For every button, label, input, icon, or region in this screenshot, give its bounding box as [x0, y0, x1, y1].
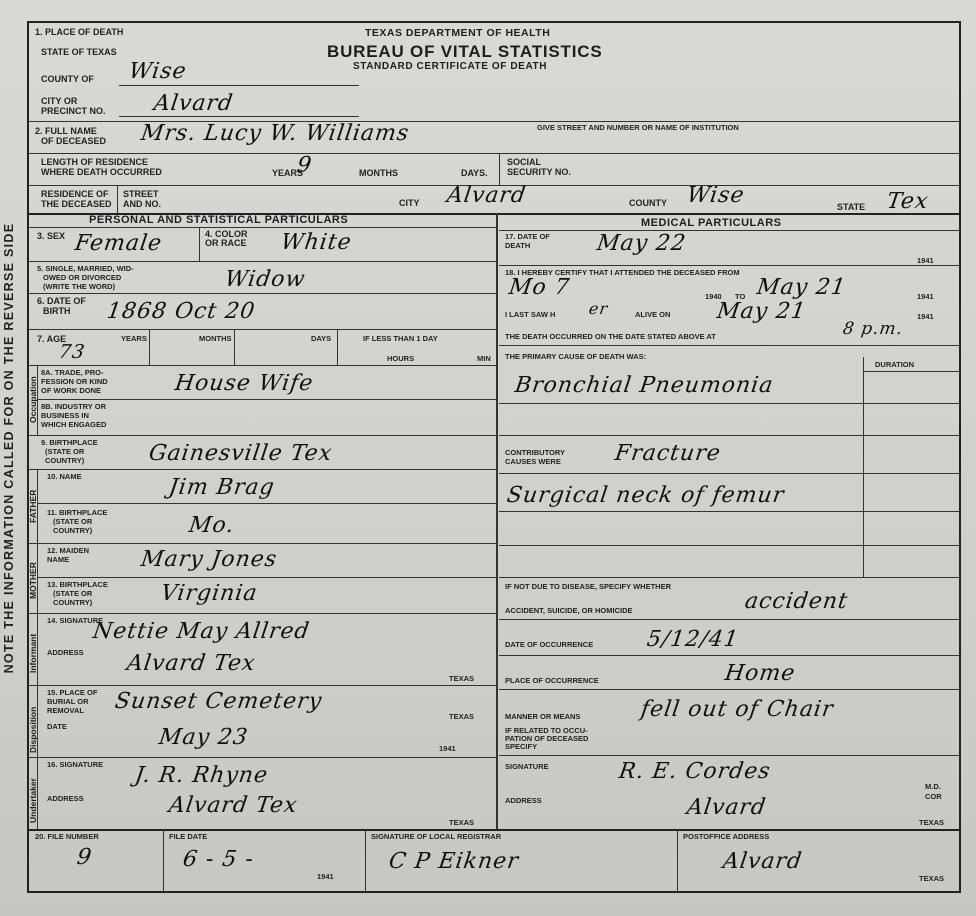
value-burial-date: May 23 [157, 725, 250, 750]
label-attended-year: 1941 [917, 292, 934, 301]
label-date-occurrence: DATE OF OCCURRENCE [505, 640, 594, 649]
label-single-1: 5. SINGLE, MARRIED, WID- [37, 264, 134, 273]
value-occupation: House Wife [173, 371, 316, 396]
label-less-day: IF LESS THAN 1 DAY [363, 334, 438, 343]
value-primary-cause: Bronchial Pneumonia [513, 373, 776, 398]
label-dob-1: 6. DATE OF [37, 296, 86, 306]
label-undertaker-texas: TEXAS [449, 818, 475, 827]
value-physician-address: Alvard [685, 795, 768, 820]
value-mother-maiden: Mary Jones [139, 547, 279, 572]
label-of-deceased: OF DECEASED [41, 136, 107, 146]
label-industry-3: WHICH ENGAGED [41, 420, 107, 429]
label-death-occurred: THE DEATH OCCURRED ON THE DATE STATED ABOVE AT [505, 332, 716, 341]
value-sex: Female [73, 231, 164, 256]
label-color-1: 4. COLOR [205, 229, 248, 239]
label-not-disease: IF NOT DUE TO DISEASE, SPECIFY WHETHER [505, 582, 671, 591]
label-related-2: PATION OF DECEASED [505, 734, 589, 743]
value-attended-from: Mo 7 [507, 275, 572, 300]
label-related-1: IF RELATED TO OCCU- [505, 726, 588, 735]
value-attended-to: May 21 [755, 275, 848, 300]
label-burial-1: 15. PLACE OF [47, 688, 98, 697]
label-county-of: COUNTY OF [41, 74, 94, 84]
label-certify: 18. I HEREBY CERTIFY THAT I ATTENDED THE DECEASED FROM [505, 268, 740, 277]
value-res-county: Wise [685, 183, 747, 208]
label-color-2: OR RACE [205, 238, 247, 248]
value-accident-type: accident [743, 589, 850, 614]
disposition-tag: Disposition [28, 706, 38, 753]
label-primary-cause: THE PRIMARY CAUSE OF DEATH WAS: [505, 352, 647, 361]
label-city: CITY [399, 198, 420, 208]
label-county: COUNTY [629, 198, 667, 208]
value-file-number: 9 [75, 845, 94, 870]
label-social-2: SECURITY NO. [507, 167, 571, 177]
label-file-number: 20. FILE NUMBER [35, 832, 99, 841]
value-age: 73 [57, 341, 87, 363]
undertaker-tag: Undertaker [28, 778, 38, 823]
label-last-saw-1: I LAST SAW H [505, 310, 556, 319]
label-last-saw-year: 1941 [917, 312, 934, 321]
value-physician: R. E. Cordes [617, 759, 773, 784]
label-contrib-1: CONTRIBUTORY [505, 448, 565, 457]
value-burial-place: Sunset Cemetery [113, 689, 324, 714]
value-undertaker-address: Alvard Tex [167, 793, 300, 818]
label-burial-3: REMOVAL [47, 706, 84, 715]
label-attended-from-year: 1940 [705, 292, 722, 301]
label-duration: DURATION [875, 360, 915, 369]
value-years: 9 [295, 153, 314, 178]
label-age-days: DAYS [311, 334, 332, 343]
father-tag: FATHER [28, 489, 38, 523]
value-city: Alvard [152, 91, 235, 116]
label-mother-maiden-1: 12. MAIDEN [47, 546, 90, 555]
label-father-birth-3: COUNTRY) [53, 526, 93, 535]
label-registrar: SIGNATURE OF LOCAL REGISTRAR [371, 832, 502, 841]
label-industry-1: 8B. INDUSTRY OR [41, 402, 107, 411]
label-file-date: FILE DATE [169, 832, 208, 841]
label-mother-birth-2: (STATE OR [53, 589, 93, 598]
label-trade-3: OF WORK DONE [41, 386, 101, 395]
label-residence-1: RESIDENCE OF [41, 189, 109, 199]
certificate-frame [27, 21, 961, 893]
value-postoffice: Alvard [721, 849, 804, 874]
value-last-saw-sex: er [587, 299, 610, 318]
bureau-title: BUREAU OF VITAL STATISTICS [327, 42, 603, 61]
label-md: M.D. [925, 782, 941, 791]
value-manner: fell out of Chair [639, 697, 836, 722]
label-father-birth-1: 11. BIRTHPLACE [47, 508, 108, 517]
label-years: YEARS [272, 168, 304, 178]
value-registrar: C P Eikner [387, 849, 521, 874]
label-to: TO [735, 292, 746, 301]
value-mother-birthplace: Virginia [159, 581, 260, 606]
label-months: MONTHS [359, 168, 398, 178]
value-contrib-2: Surgical neck of femur [505, 483, 787, 508]
label-signature-14: 14. SIGNATURE [47, 616, 104, 625]
informant-tag: Informant [28, 633, 38, 673]
label-street: STREET [123, 189, 159, 199]
label-social-1: SOCIAL [507, 157, 542, 167]
label-physician-texas: TEXAS [919, 818, 945, 827]
label-dod-year: 1941 [917, 256, 934, 265]
value-county: Wise [127, 59, 189, 84]
value-time: 8 p.m. [841, 319, 905, 339]
value-undertaker: J. R. Rhyne [133, 763, 270, 788]
label-informant-address: ADDRESS [47, 648, 84, 657]
value-death-date: May 22 [595, 231, 688, 256]
value-last-saw-date: May 21 [715, 299, 808, 324]
value-occurrence-place: Home [723, 661, 798, 686]
label-city-or: CITY OR [41, 96, 78, 106]
label-length-2: WHERE DEATH OCCURRED [41, 167, 162, 177]
label-post-office: POSTOFFICE ADDRESS [683, 832, 770, 841]
label-trade-1: 8A. TRADE, PRO- [41, 368, 104, 377]
value-file-date: 6 - 5 - [181, 847, 256, 872]
label-informant-texas: TEXAS [449, 674, 475, 683]
label-contrib-2: CAUSES WERE [505, 457, 561, 466]
mother-tag: MOTHER [28, 562, 38, 599]
label-birthplace-1: 9. BIRTHPLACE [41, 438, 98, 447]
label-burial-texas: TEXAS [449, 712, 475, 721]
label-father-name: 10. NAME [47, 472, 82, 481]
value-res-state: Tex [885, 189, 931, 214]
label-residence-2: THE DECEASED [41, 199, 112, 209]
label-industry-2: BUSINESS IN [41, 411, 89, 420]
label-related-3: SPECIFY [505, 742, 538, 751]
value-birthplace: Gainesville Tex [147, 441, 334, 466]
label-burial-date: DATE [47, 722, 67, 731]
label-birthplace-3: COUNTRY) [45, 456, 85, 465]
label-min: MIN [477, 354, 491, 363]
occupation-tag: Occupation [28, 376, 38, 423]
label-accident-q: ACCIDENT, SUICIDE, OR HOMICIDE [505, 606, 633, 615]
label-place-occurrence: PLACE OF OCCURRENCE [505, 676, 599, 685]
label-full-name: 2. FULL NAME [35, 126, 97, 136]
label-days: DAYS. [461, 168, 488, 178]
label-state-of-texas: STATE OF TEXAS [41, 47, 117, 57]
label-length-1: LENGTH OF RESIDENCE [41, 157, 149, 167]
value-informant-address: Alvard Tex [125, 651, 258, 676]
label-birthplace-2: (STATE OR [45, 447, 85, 456]
label-trade-2: FESSION OR KIND [41, 377, 108, 386]
label-hours: HOURS [387, 354, 415, 363]
side-note: NOTE THE INFORMATION CALLED FOR ON THE REVERSE SIDE [2, 222, 16, 674]
label-sex: 3. SEX [37, 231, 66, 241]
label-precinct: PRECINCT NO. [41, 106, 106, 116]
label-age: 7. AGE [37, 334, 67, 344]
label-signature-16: 16. SIGNATURE [47, 760, 104, 769]
value-father-birthplace: Mo. [187, 513, 237, 538]
label-dod-2: DEATH [505, 241, 531, 250]
label-single-2: OWED OR DIVORCED [43, 273, 122, 282]
label-burial-2: BURIAL OR [47, 697, 89, 706]
value-full-name: Mrs. Lucy W. Williams [139, 121, 411, 146]
label-postoffice-texas: TEXAS [919, 874, 945, 883]
label-state: STATE [837, 202, 866, 212]
label-mother-maiden-2: NAME [47, 555, 70, 564]
label-age-months: MONTHS [199, 334, 232, 343]
label-manner: MANNER OR MEANS [505, 712, 581, 721]
cert-title: STANDARD CERTIFICATE OF DEATH [353, 61, 548, 72]
label-signature-md: SIGNATURE [505, 762, 549, 771]
value-res-city: Alvard [445, 183, 528, 208]
dept-title: TEXAS DEPARTMENT OF HEALTH [365, 27, 551, 39]
label-last-saw-2: ALIVE ON [635, 310, 671, 319]
personal-section-title: PERSONAL AND STATISTICAL PARTICULARS [89, 214, 349, 226]
label-place-of-death: 1. PLACE OF DEATH [35, 27, 124, 37]
label-burial-year: 1941 [439, 744, 456, 753]
value-father-name: Jim Brag [167, 475, 277, 500]
label-father-birth-2: (STATE OR [53, 517, 93, 526]
label-mother-birth-3: COUNTRY) [53, 598, 93, 607]
label-dod-1: 17. DATE OF [505, 232, 550, 241]
label-cor: COR [925, 792, 942, 801]
medical-section-title: MEDICAL PARTICULARS [641, 217, 782, 229]
value-contrib-1: Fracture [613, 441, 723, 466]
value-race: White [279, 230, 354, 255]
value-marital: Widow [223, 267, 308, 292]
label-single-3: (WRITE THE WORD) [43, 282, 116, 291]
label-mother-birth-1: 13. BIRTHPLACE [47, 580, 108, 589]
label-age-years: YEARS [121, 334, 147, 343]
label-and-no: AND NO. [123, 199, 161, 209]
value-informant: Nettie May Allred [91, 619, 312, 644]
label-physician-address: ADDRESS [505, 796, 542, 805]
label-file-year: 1941 [317, 872, 334, 881]
value-occurrence-date: 5/12/41 [645, 627, 741, 652]
value-dob: 1868 Oct 20 [105, 299, 257, 324]
label-give-street: GIVE STREET AND NUMBER OR NAME OF INSTITUTION [537, 123, 739, 132]
label-dob-2: BIRTH [43, 306, 71, 316]
label-undertaker-address: ADDRESS [47, 794, 84, 803]
